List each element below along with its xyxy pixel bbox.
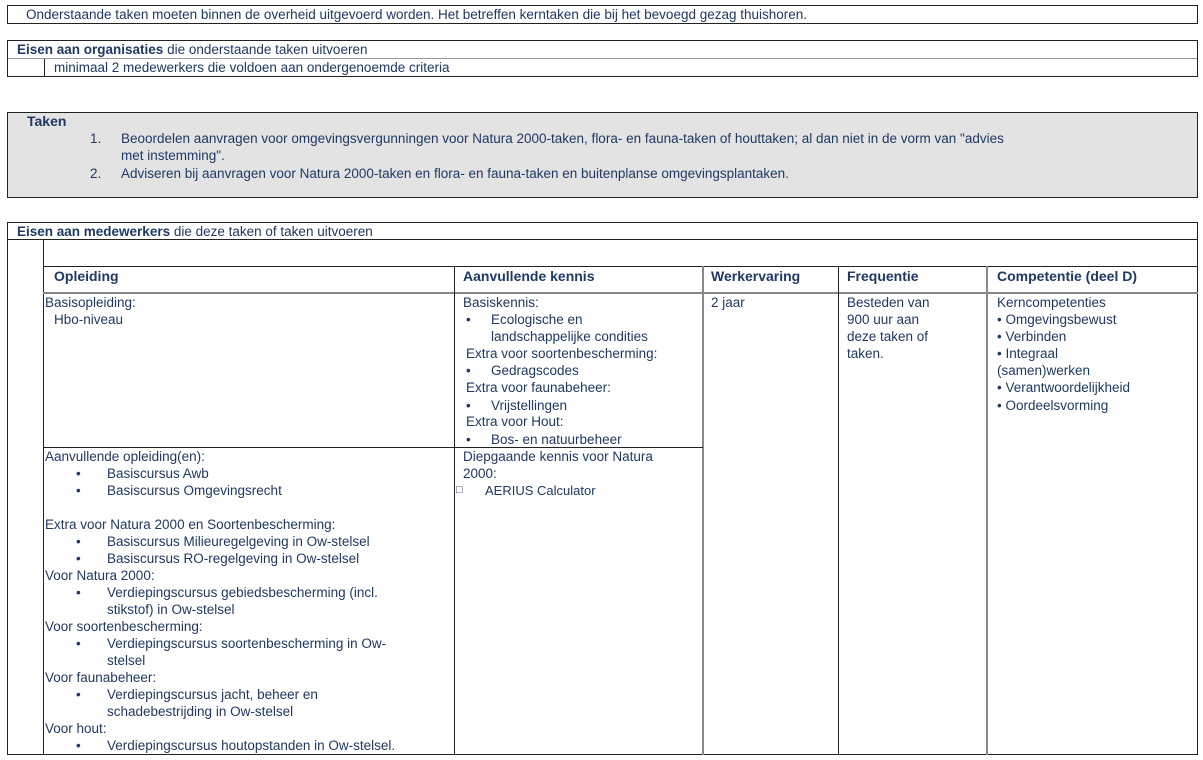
col-header-frequentie: Frequentie — [847, 268, 919, 284]
col-header-kennis: Aanvullende kennis — [463, 268, 595, 284]
table-empty-row-divider — [43, 266, 1198, 267]
opleiding-basis-value: Hbo-niveau — [54, 312, 124, 327]
organisaties-title-bold: Eisen aan organisaties — [17, 42, 164, 57]
medewerkers-title-rest: die deze taken of taken uitvoeren — [170, 224, 373, 239]
taken-title: Taken — [27, 113, 67, 129]
kennis-hout-item: Bos- en natuurbeheer — [491, 432, 622, 447]
bullet-icon: • — [466, 432, 471, 447]
medewerkers-title-divider — [7, 239, 1198, 240]
col-divider-2 — [702, 266, 704, 755]
bullet-icon: • — [76, 687, 81, 702]
opleiding-soorten-label: Voor soortenbescherming: — [45, 619, 203, 634]
missing-glyph-icon: □ — [456, 484, 463, 496]
frequentie-line: deze taken of — [847, 329, 929, 344]
opleiding-hout-item: Verdiepingscursus houtopstanden in Ow-stelsel. — [107, 738, 396, 753]
col-divider-1 — [454, 266, 455, 755]
opleiding-aanvullend-item: Basiscursus Awb — [107, 466, 209, 481]
werkervaring-value: 2 jaar — [711, 295, 745, 310]
kennis-diep-label-cont: 2000: — [463, 466, 497, 481]
frequentie-line: Besteden van — [847, 295, 930, 310]
kennis-basis-label: Basiskennis: — [463, 295, 539, 310]
opleiding-fauna-item-cont: schadebestrijding in Ow-stelsel — [107, 704, 294, 719]
bullet-icon: • — [76, 636, 81, 651]
competentie-item: • Verantwoordelijkheid — [997, 380, 1131, 395]
competentie-item: • Verbinden — [997, 329, 1067, 344]
competentie-label: Kerncompetenties — [997, 295, 1106, 310]
kennis-diep-item: AERIUS Calculator — [485, 483, 596, 498]
kennis-basis-item-cont: landschappelijke condities — [491, 329, 648, 344]
bullet-icon: • — [76, 738, 81, 753]
opleiding-hout-label: Voor hout: — [45, 721, 107, 736]
table-left-border — [43, 240, 44, 755]
col-header-werkervaring: Werkervaring — [711, 268, 801, 284]
taken-item-1-num: 1. — [90, 131, 102, 146]
kennis-fauna-label: Extra voor faunabeheer: — [466, 380, 611, 395]
kennis-fauna-item: Vrijstellingen — [491, 398, 568, 413]
bullet-icon: • — [76, 585, 81, 600]
taken-item-1-line2: met instemming". — [121, 148, 225, 163]
bullet-icon: • — [76, 483, 81, 498]
bullet-icon: • — [76, 466, 81, 481]
col-divider-3 — [838, 266, 839, 755]
opleiding-fauna-item: Verdiepingscursus jacht, beheer en — [107, 687, 318, 702]
kennis-hout-label: Extra voor Hout: — [466, 414, 564, 429]
competentie-item-cont: (samen)werken — [997, 363, 1091, 378]
taken-box — [7, 112, 1198, 198]
opleiding-basis-label: Basisopleiding: — [45, 295, 136, 310]
kennis-basis-item: Ecologische en — [491, 312, 583, 327]
opleiding-aanvullend-label: Aanvullende opleiding(en): — [45, 449, 205, 464]
taken-item-1-line1: Beoordelen aanvragen voor omgevingsvergunningen voor Natura 2000-taken, flora- en fauna-taken of houttaken; al dan niet in de vorm van "advies — [121, 131, 1004, 146]
bullet-icon: • — [466, 363, 471, 378]
col-divider-4 — [986, 266, 988, 755]
opleiding-extra-item: Basiscursus Milieuregelgeving in Ow-stelsel — [107, 534, 370, 549]
competentie-item: • Omgevingsbewust — [997, 312, 1117, 327]
opleiding-fauna-label: Voor faunabeheer: — [45, 670, 157, 685]
opleiding-soorten-item-cont: stelsel — [107, 653, 146, 668]
organisaties-indent-line — [44, 59, 45, 77]
opleiding-extra-item: Basiscursus RO-regelgeving in Ow-stelsel — [107, 551, 360, 566]
frequentie-line: taken. — [847, 346, 884, 361]
opleiding-aanvullend-item: Basiscursus Omgevingsrecht — [107, 483, 282, 498]
organisaties-title-rest: die onderstaande taken uitvoeren — [163, 42, 368, 57]
kennis-soorten-label: Extra voor soortenbescherming: — [466, 346, 658, 361]
opleiding-natura-label: Voor Natura 2000: — [45, 568, 155, 583]
bullet-icon: • — [466, 312, 471, 327]
organisaties-title — [17, 41, 367, 58]
organisaties-requirement: minimaal 2 medewerkers die voldoen aan ondergenoemde criteria — [54, 60, 450, 75]
organisaties-box — [7, 40, 1198, 77]
medewerkers-title-bold: Eisen aan medewerkers — [17, 224, 171, 239]
col-header-competentie: Competentie (deel D) — [997, 268, 1138, 284]
competentie-item: • Oordeelsvorming — [997, 398, 1109, 413]
bullet-icon: • — [466, 398, 471, 413]
bullet-icon: • — [76, 534, 81, 549]
kennis-soorten-item: Gedragscodes — [491, 363, 579, 378]
taken-item-2-line1: Adviseren bij aanvragen voor Natura 2000-taken en flora- en fauna-taken en buitenplanse omgevingsplantaken. — [121, 166, 789, 181]
intro-box — [7, 5, 1198, 24]
kennis-diep-label: Diepgaande kennis voor Natura — [463, 449, 653, 464]
competentie-item: • Integraal — [997, 346, 1059, 361]
taken-item-2-num: 2. — [90, 166, 102, 181]
opleiding-extra-label: Extra voor Natura 2000 en Soortenbescherming: — [45, 517, 336, 532]
frequentie-line: 900 uur aan — [847, 312, 920, 327]
medewerkers-title — [17, 223, 373, 240]
bullet-icon: • — [76, 551, 81, 566]
intro-text: Onderstaande taken moeten binnen de overheid uitgevoerd worden. Het betreffen kerntaken die bij het bevoegd gezag thuishoren. — [26, 7, 808, 22]
opleiding-natura-item-cont: stikstof) in Ow-stelsel — [107, 602, 235, 617]
opleiding-natura-item: Verdiepingscursus gebiedsbescherming (incl. — [107, 585, 378, 600]
opleiding-soorten-item: Verdiepingscursus soortenbescherming in Ow- — [107, 636, 387, 651]
col-header-opleiding: Opleiding — [54, 268, 119, 284]
